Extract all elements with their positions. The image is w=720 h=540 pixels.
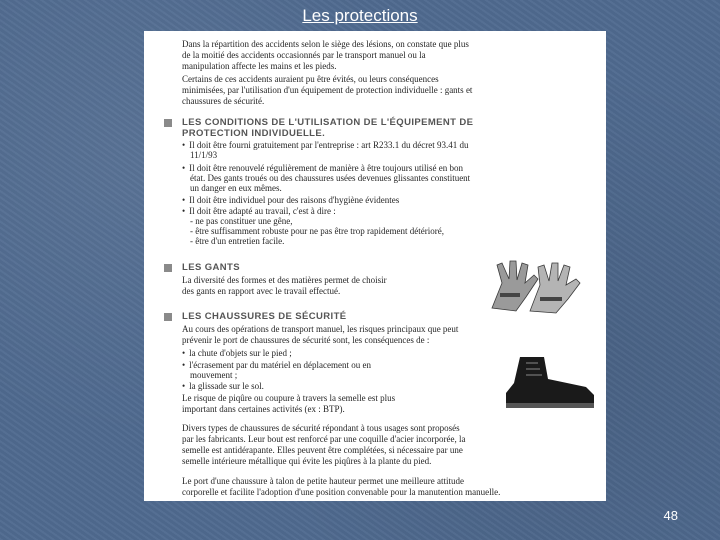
scanned-document bbox=[144, 31, 606, 501]
bullet-text: la glissade sur le sol. bbox=[189, 381, 264, 391]
bullet-text: Il doit être individuel pour des raisons d'hygiène évidentes bbox=[189, 195, 400, 205]
slide-title: Les protections bbox=[302, 6, 418, 25]
sub-item: - être suffisamment robuste pour ne pas être trop rapidement détérioré, bbox=[190, 226, 444, 236]
section-heading-gloves: LES GANTS bbox=[182, 262, 240, 273]
intro-line: Certains de ces accidents auraient pu être évités, ou leurs conséquences bbox=[182, 74, 439, 84]
bullet-text: Il doit être fourni gratuitement par l'entreprise : art R233.1 du décret 93.41 du bbox=[189, 140, 469, 150]
bullet-item bbox=[182, 140, 468, 151]
bullet-continuation: mouvement ; bbox=[190, 370, 238, 380]
section-marker bbox=[164, 313, 172, 321]
bullet-item bbox=[182, 195, 399, 206]
risk-line: important dans certaines activités (ex : BTP). bbox=[182, 404, 345, 414]
shoes-intro-line: Au cours des opérations de transport manuel, les risques principaux que peut bbox=[182, 324, 459, 334]
types-line: par les fabricants. Leur bout est renforcé par une coquille d'acier incorporée, la bbox=[182, 434, 466, 444]
section-marker bbox=[164, 264, 172, 272]
intro-paragraph-2 bbox=[182, 74, 594, 107]
types-line: semelle intérieure métallique qui évite les piqûres à la plante du pied. bbox=[182, 456, 432, 466]
risk-line: Le risque de piqûre ou coupure à travers la semelle est plus bbox=[182, 393, 396, 403]
gloves-line: La diversité des formes et des matières permet de choisir bbox=[182, 275, 387, 285]
section-heading-conditions bbox=[182, 117, 602, 139]
bullet-text: l'écrasement par du matériel en déplacement ou en bbox=[189, 360, 371, 370]
types-line: semelle est antidérapante. Elles peuvent être complétées, si nécessaire par une bbox=[182, 445, 463, 455]
shoes-risk bbox=[182, 393, 502, 415]
footer-line: corporelle et facilite l'adoption d'une position convenable pour la manutention manuelle. bbox=[182, 487, 501, 497]
page-number: 48 bbox=[663, 508, 678, 523]
intro-line: chaussures de sécurité. bbox=[182, 96, 265, 106]
footer-line: Le port d'une chaussure à talon de petite hauteur permet une meilleure attitude bbox=[182, 476, 465, 486]
intro-line: de la moitié des accidents occasionnés par le transport manuel ou la bbox=[182, 50, 426, 60]
bullet-continuation: 11/1/93 bbox=[190, 150, 218, 160]
safety-shoe-illustration-icon bbox=[500, 353, 600, 411]
sub-item: - être d'un entretien facile. bbox=[190, 236, 285, 246]
heading-line: LES CONDITIONS DE L'UTILISATION DE L'ÉQUIPEMENT DE bbox=[182, 117, 474, 128]
bullet-text: Il doit être renouvelé régulièrement de manière à être toujours utilisé en bon bbox=[189, 163, 464, 173]
shoes-types bbox=[182, 423, 594, 467]
gloves-illustration-icon bbox=[482, 253, 600, 315]
shoes-intro-line: prévenir le port de chaussures de sécurité sont, les conséquences de : bbox=[182, 335, 430, 345]
shoes-footer bbox=[182, 476, 594, 498]
section-heading-shoes: LES CHAUSSURES DE SÉCURITÉ bbox=[182, 311, 347, 322]
types-line: Divers types de chaussures de sécurité répondant à tous usages sont proposés bbox=[182, 423, 460, 433]
shoes-intro bbox=[182, 324, 594, 346]
intro-line: manipulation affecte les mains et les pieds. bbox=[182, 61, 337, 71]
bullet-continuation: état. Des gants troués ou des chaussures usées devenues glissantes constituent bbox=[190, 173, 471, 183]
bullet-text: Il doit être adapté au travail, c'est à dire : bbox=[189, 206, 336, 216]
bullet-item bbox=[182, 381, 264, 392]
gloves-paragraph bbox=[182, 275, 482, 297]
bullet-item bbox=[182, 348, 292, 359]
intro-line: minimisées, par l'utilisation d'un équipement de protection individuelle : gants et bbox=[182, 85, 473, 95]
gloves-line: des gants en rapport avec le travail effectué. bbox=[182, 286, 341, 296]
intro-paragraph bbox=[182, 39, 594, 72]
sub-item: - ne pas constituer une gêne, bbox=[190, 216, 293, 226]
section-marker bbox=[164, 119, 172, 127]
intro-line: Dans la répartition des accidents selon le siège des lésions, on constate que plus bbox=[182, 39, 469, 49]
heading-line: PROTECTION INDIVIDUELLE. bbox=[182, 128, 326, 139]
bullet-text: la chute d'objets sur le pied ; bbox=[189, 348, 292, 358]
bullet-continuation: un danger en eux mêmes. bbox=[190, 183, 282, 193]
